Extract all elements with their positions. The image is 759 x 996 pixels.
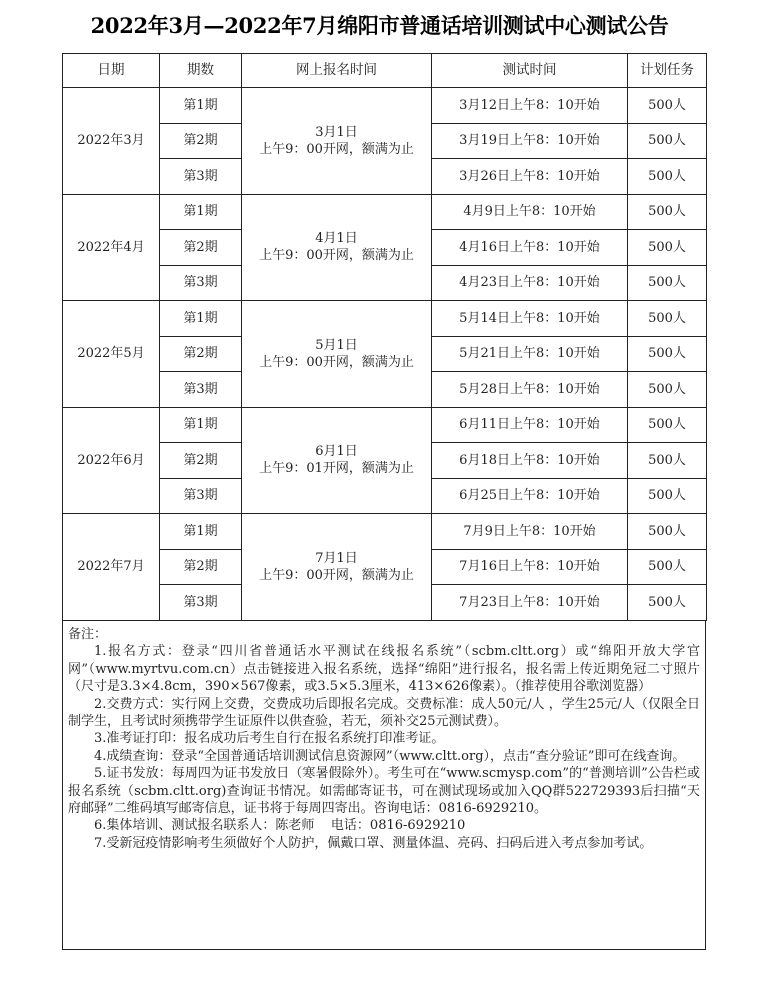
- test-time-cell: 6月25日上午8：10开始: [432, 478, 628, 514]
- period-cell: 第1期: [160, 88, 242, 124]
- note-registration-method: 1.报名方式：登录“四川省普通话水平测试在线报名系统”（scbm.cltt.org）或“绵阳开放大学官网”（www.myrtvu.com.cn）点击链接进入报名系统，选择“绵阳”进行报名，报名需上传近期免冠二寸照片（尺寸是3.3×4.8cm，390×567像素，或3.5×5.3厘米，413×626像素）。（推荐使用谷歌浏览器）: [68, 644, 700, 695]
- month-cell: 2022年3月: [63, 88, 160, 195]
- notes-section: [62, 620, 706, 950]
- period-cell: 第3期: [160, 159, 242, 195]
- test-time-cell: 5月14日上午8：10开始: [432, 301, 628, 337]
- test-time-cell: 7月9日上午8：10开始: [432, 514, 628, 550]
- note-admission-ticket: 3.准考证打印：报名成功后考生自行在报名系统打印准考证。: [94, 731, 445, 747]
- test-time-cell: 5月28日上午8：10开始: [432, 372, 628, 408]
- header-registration-time: 网上报名时间: [242, 54, 432, 88]
- table-row: [63, 194, 707, 230]
- registration-open-time: 上午9：00开网，额满为止: [259, 141, 414, 157]
- header-test-time: 测试时间: [432, 54, 628, 88]
- month-cell: 2022年7月: [63, 514, 160, 621]
- registration-open-time: 上午9：01开网，额满为止: [259, 461, 414, 477]
- quota-cell: 500人: [628, 478, 707, 514]
- registration-date: 6月1日: [315, 444, 358, 460]
- quota-cell: 500人: [628, 443, 707, 479]
- period-cell: 第1期: [160, 301, 242, 337]
- period-cell: 第2期: [160, 549, 242, 585]
- period-cell: 第1期: [160, 194, 242, 230]
- test-time-cell: 3月19日上午8：10开始: [432, 123, 628, 159]
- table-row: [63, 407, 707, 443]
- test-time-cell: 7月23日上午8：10开始: [432, 585, 628, 621]
- quota-cell: 500人: [628, 407, 707, 443]
- period-cell: 第3期: [160, 265, 242, 301]
- period-cell: 第3期: [160, 372, 242, 408]
- header-period: 期数: [160, 54, 242, 88]
- period-cell: 第2期: [160, 230, 242, 266]
- header-date: 日期: [63, 54, 160, 88]
- test-time-cell: 6月18日上午8：10开始: [432, 443, 628, 479]
- period-cell: 第1期: [160, 407, 242, 443]
- period-cell: 第2期: [160, 123, 242, 159]
- note-certificate-issuance: 5.证书发放：每周四为证书发放日（寒暑假除外）。考生可在“www.scmysp.com”的“普测培训”公告栏或报名系统（scbm.cltt.org)查询证书情况。如需邮寄证书，可在测试现场或加入QQ群522729393后扫描“天府邮驿”二维码填写邮寄信息，证书将于每周四寄出。咨询电话：0816-6929210。: [68, 766, 700, 817]
- registration-open-time: 上午9：00开网，额满为止: [259, 567, 414, 583]
- period-cell: 第2期: [160, 443, 242, 479]
- registration-date: 4月1日: [315, 231, 358, 247]
- table-row: [63, 514, 707, 550]
- period-cell: 第2期: [160, 336, 242, 372]
- test-time-cell: 6月11日上午8：10开始: [432, 407, 628, 443]
- test-time-cell: 3月12日上午8：10开始: [432, 88, 628, 124]
- month-cell: 2022年5月: [63, 301, 160, 408]
- period-cell: 第3期: [160, 585, 242, 621]
- table-header-row: [63, 54, 707, 88]
- registration-date: 7月1日: [315, 550, 358, 566]
- quota-cell: 500人: [628, 514, 707, 550]
- note-payment-method: 2.交费方式：实行网上交费，交费成功后即报名完成。交费标准：成人50元/人 ，学生25元/人（仅限全日制学生，且考试时须携带学生证原件以供查验，若无，须补交25元测试费）。: [68, 696, 700, 730]
- test-time-cell: 4月23日上午8：10开始: [432, 265, 628, 301]
- quota-cell: 500人: [628, 230, 707, 266]
- registration-time-cell: [242, 514, 432, 621]
- quota-cell: 500人: [628, 265, 707, 301]
- quota-cell: 500人: [628, 549, 707, 585]
- registration-time-cell: [242, 301, 432, 408]
- quota-cell: 500人: [628, 123, 707, 159]
- note-covid-requirements: 7.受新冠疫情影响考生须做好个人防护，佩戴口罩、测量体温、亮码、扫码后进入考点参加考试。: [94, 835, 653, 851]
- test-time-cell: 7月16日上午8：10开始: [432, 549, 628, 585]
- schedule-table: [62, 53, 707, 621]
- quota-cell: 500人: [628, 336, 707, 372]
- month-cell: 2022年4月: [63, 194, 160, 301]
- period-cell: 第1期: [160, 514, 242, 550]
- test-time-cell: 4月16日上午8：10开始: [432, 230, 628, 266]
- registration-open-time: 上午9：00开网，额满为止: [259, 248, 414, 264]
- period-cell: 第3期: [160, 478, 242, 514]
- notes-heading: 备注：: [68, 627, 108, 642]
- note-score-inquiry: 4.成绩查询：登录“全国普通话培训测试信息资源网”（www.cltt.org），点击“查分验证”即可在线查询。: [94, 748, 686, 764]
- quota-cell: 500人: [628, 372, 707, 408]
- test-time-cell: 3月26日上午8：10开始: [432, 159, 628, 195]
- quota-cell: 500人: [628, 159, 707, 195]
- registration-date: 3月1日: [315, 124, 358, 140]
- registration-time-cell: [242, 194, 432, 301]
- test-time-cell: 5月21日上午8：10开始: [432, 336, 628, 372]
- registration-date: 5月1日: [315, 337, 358, 353]
- registration-time-cell: [242, 407, 432, 514]
- note-contact: 6.集体培训、测试报名联系人：陈老师 电话：0816-6929210: [94, 818, 466, 834]
- registration-open-time: 上午9：00开网，额满为止: [259, 354, 414, 370]
- quota-cell: 500人: [628, 88, 707, 124]
- registration-time-cell: [242, 88, 432, 195]
- month-cell: 2022年6月: [63, 407, 160, 514]
- test-time-cell: 4月9日上午8：10开始: [432, 194, 628, 230]
- quota-cell: 500人: [628, 301, 707, 337]
- quota-cell: 500人: [628, 585, 707, 621]
- table-row: [63, 301, 707, 337]
- table-row: [63, 88, 707, 124]
- header-quota: 计划任务: [628, 54, 707, 88]
- page-title: 2022年3月—2022年7月绵阳市普通话培训测试中心测试公告: [90, 13, 669, 38]
- quota-cell: 500人: [628, 194, 707, 230]
